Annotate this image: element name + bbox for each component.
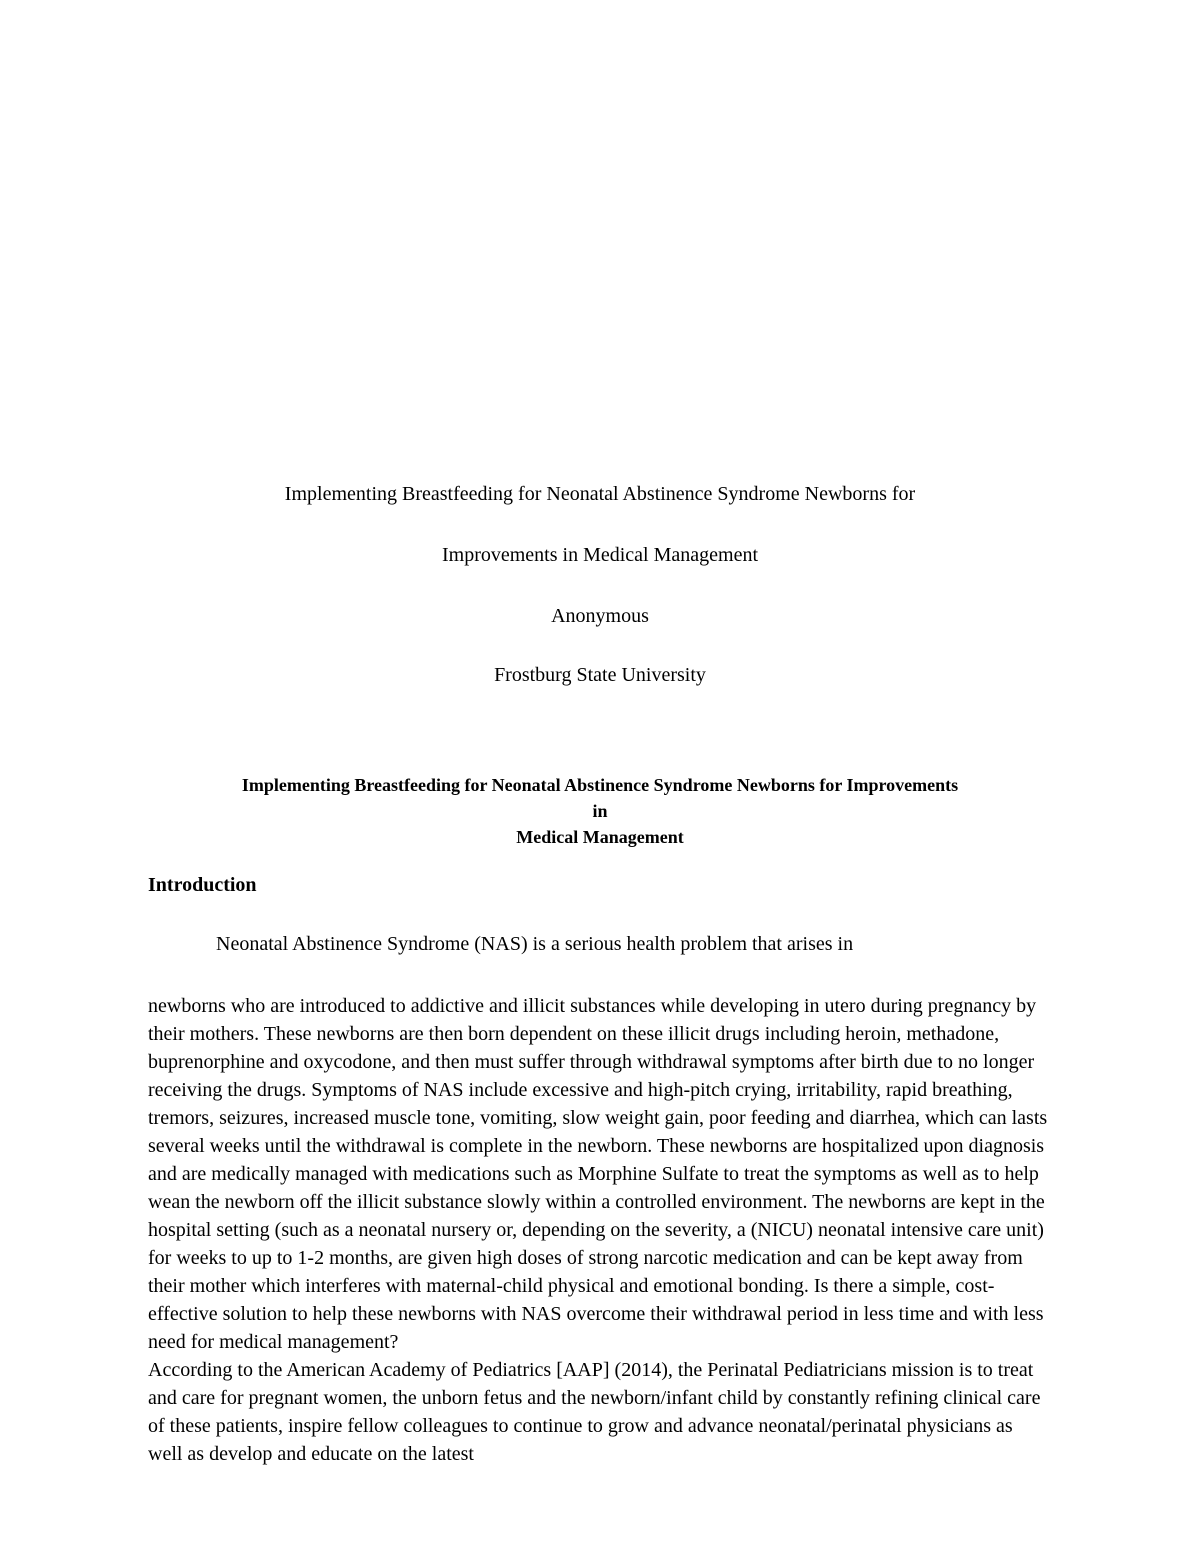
paper-heading	[150, 772, 1050, 850]
paragraph-2: According to the American Academy of Pediatrics [AAP] (2014), the Perinatal Pediatricians mission is to treat and care for pregnant women, the unborn fetus and the newborn/infant child by constantly refining clinical care of these patients, inspire fellow colleagues to continue to grow and advance neonatal/perinatal physicians as well as develop and educate on the latest	[148, 1359, 1041, 1465]
paragraph-1: newborns who are introduced to addictive and illicit substances while developing in utero during pregnancy by their mothers. These newborns are then born dependent on these illicit drugs including heroin, methadone, buprenorphine and oxycodone, and then must suffer through withdrawal symptoms after birth due to no longer receiving the drugs. Symptoms of NAS include excessive and high-pitch crying, irritability, rapid breathing, tremors, seizures, increased muscle tone, vomiting, slow weight gain, poor feeding and diarrhea, which can lasts several weeks until the withdrawal is complete in the newborn. These newborns are hospitalized upon diagnosis and are medically managed with medications such as Morphine Sulfate to treat the symptoms as well as to help wean the newborn off the illicit substance slowly within a controlled environment. The newborns are kept in the hospital setting (such as a neonatal nursery or, depending on the severity, a (NICU) neonatal intensive care unit) for weeks to up to 1-2 months, are given high doses of strong narcotic medication and can be kept away from their mother which interferes with maternal-child physical and emotional bonding. Is there a simple, cost-effective solution to help these newborns with NAS overcome their withdrawal period in less time and with less need for medical management?	[148, 995, 1048, 1353]
author-name: Anonymous	[551, 605, 649, 627]
title-line-2: Improvements in Medical Management	[441, 544, 758, 566]
paper-heading-line-3: Medical Management	[516, 827, 684, 847]
paper-heading-line-2: in	[592, 801, 608, 821]
intro-first-line: Neonatal Abstinence Syndrome (NAS) is a serious health problem that arises in	[216, 933, 854, 955]
institution-name: Frostburg State University	[494, 664, 706, 686]
introduction-heading: Introduction	[148, 874, 257, 896]
title-line-1: Implementing Breastfeeding for Neonatal Abstinence Syndrome Newborns for	[284, 483, 916, 505]
paper-heading-line-1: Implementing Breastfeeding for Neonatal Abstinence Syndrome Newborns for Improvements	[241, 775, 959, 795]
body-text	[148, 992, 1048, 1468]
